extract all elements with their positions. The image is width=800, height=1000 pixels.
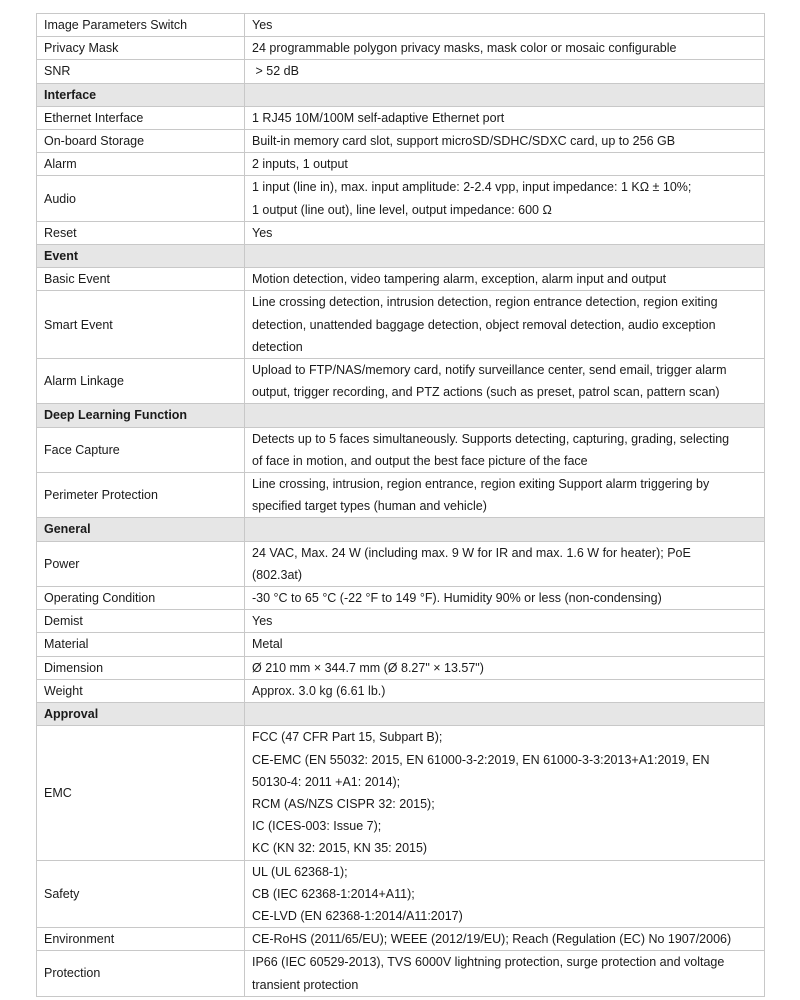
spec-value xyxy=(245,106,765,129)
spec-value-line: Built-in memory card slot, support microSD/SDHC/SDXC card, up to 256 GB xyxy=(252,134,676,149)
spec-row xyxy=(37,37,765,60)
spec-label: Image Parameters Switch xyxy=(37,14,245,37)
spec-value xyxy=(245,291,765,359)
spec-value xyxy=(245,14,765,37)
spec-row xyxy=(37,291,765,359)
spec-value-line: of face in motion, and output the best face picture of the face xyxy=(252,453,588,468)
spec-label: Perimeter Protection xyxy=(37,473,245,518)
spec-label: Alarm xyxy=(37,153,245,176)
spec-value xyxy=(245,656,765,679)
spec-value xyxy=(245,60,765,83)
spec-value xyxy=(245,37,765,60)
spec-row xyxy=(37,726,765,860)
spec-row xyxy=(37,130,765,153)
specification-table-body xyxy=(37,14,765,997)
spec-value-line: Line crossing detection, intrusion detection, region entrance detection, region exiting xyxy=(252,295,718,310)
spec-label: Protection xyxy=(37,951,245,996)
spec-row xyxy=(37,176,765,221)
spec-value xyxy=(245,610,765,633)
section-title-filler xyxy=(245,518,765,541)
section-title: Event xyxy=(37,245,245,268)
spec-value-line: Yes xyxy=(252,614,273,629)
spec-value-line: RCM (AS/NZS CISPR 32: 2015); xyxy=(252,796,435,811)
spec-row xyxy=(37,268,765,291)
spec-label: Safety xyxy=(37,860,245,928)
spec-label: Power xyxy=(37,541,245,586)
spec-label: Ethernet Interface xyxy=(37,106,245,129)
spec-value-line: IP66 (IEC 60529-2013), TVS 6000V lightning protection, surge protection and voltage xyxy=(252,955,725,970)
spec-value xyxy=(245,130,765,153)
section-header-row xyxy=(37,83,765,106)
spec-value xyxy=(245,633,765,656)
spec-label: Material xyxy=(37,633,245,656)
spec-label: EMC xyxy=(37,726,245,860)
section-title: General xyxy=(37,518,245,541)
spec-value xyxy=(245,176,765,221)
spec-row xyxy=(37,359,765,404)
section-title-filler xyxy=(245,404,765,427)
spec-value xyxy=(245,726,765,860)
section-title: Deep Learning Function xyxy=(37,404,245,427)
spec-value-line: IC (ICES-003: Issue 7); xyxy=(252,819,382,834)
section-header-row xyxy=(37,703,765,726)
section-title-filler xyxy=(245,703,765,726)
spec-value-line: 50130-4: 2011 +A1: 2014); xyxy=(252,774,401,789)
spec-row xyxy=(37,221,765,244)
section-title-filler xyxy=(245,83,765,106)
spec-value xyxy=(245,427,765,472)
spec-value-line: Motion detection, video tampering alarm, exception, alarm input and output xyxy=(252,272,667,287)
spec-value-line: 1 output (line out), line level, output impedance: 600 Ω xyxy=(252,202,552,217)
section-header-row xyxy=(37,518,765,541)
spec-value xyxy=(245,951,765,996)
spec-value xyxy=(245,587,765,610)
spec-value-line: CE-LVD (EN 62368-1:2014/A11:2017) xyxy=(252,908,463,923)
spec-label: Demist xyxy=(37,610,245,633)
spec-value-line: (802.3at) xyxy=(252,567,303,582)
spec-row xyxy=(37,473,765,518)
spec-row xyxy=(37,60,765,83)
spec-row xyxy=(37,587,765,610)
spec-row xyxy=(37,633,765,656)
spec-label: Alarm Linkage xyxy=(37,359,245,404)
spec-row xyxy=(37,860,765,928)
spec-value xyxy=(245,928,765,951)
spec-row xyxy=(37,951,765,996)
section-title-filler xyxy=(245,245,765,268)
section-title: Interface xyxy=(37,83,245,106)
spec-row xyxy=(37,14,765,37)
section-header-row xyxy=(37,245,765,268)
spec-value-line: 24 programmable polygon privacy masks, mask color or mosaic configurable xyxy=(252,41,677,56)
section-header-row xyxy=(37,404,765,427)
spec-label: Weight xyxy=(37,679,245,702)
spec-label: Dimension xyxy=(37,656,245,679)
spec-value-line: Yes xyxy=(252,18,273,32)
spec-value-line: KC (KN 32: 2015, KN 35: 2015) xyxy=(252,841,428,856)
spec-value xyxy=(245,860,765,928)
spec-value xyxy=(245,473,765,518)
spec-value-line: 1 input (line in), max. input amplitude: 2-2.4 vpp, input impedance: 1 KΩ ± 10%; xyxy=(252,180,692,195)
section-title: Approval xyxy=(37,703,245,726)
spec-value xyxy=(245,153,765,176)
spec-label: Audio xyxy=(37,176,245,221)
spec-row xyxy=(37,106,765,129)
spec-value xyxy=(245,679,765,702)
spec-label: Reset xyxy=(37,221,245,244)
specification-table xyxy=(36,13,765,997)
spec-label: Privacy Mask xyxy=(37,37,245,60)
spec-row xyxy=(37,541,765,586)
spec-value-line: 24 VAC, Max. 24 W (including max. 9 W for IR and max. 1.6 W for heater); PoE xyxy=(252,545,691,560)
spec-value-line: CB (IEC 62368-1:2014+A11); xyxy=(252,886,415,901)
spec-row xyxy=(37,656,765,679)
spec-label: Environment xyxy=(37,928,245,951)
spec-row xyxy=(37,610,765,633)
spec-row xyxy=(37,153,765,176)
spec-value-line: detection, unattended baggage detection, object removal detection, audio exception xyxy=(252,317,716,332)
spec-value-line: detection xyxy=(252,339,303,354)
spec-label: SNR xyxy=(37,60,245,83)
spec-value-line: > 52 dB xyxy=(252,64,299,79)
spec-value-line: 2 inputs, 1 output xyxy=(252,157,348,172)
spec-value-line: Yes xyxy=(252,225,273,240)
spec-label: Face Capture xyxy=(37,427,245,472)
spec-row xyxy=(37,928,765,951)
spec-label: Smart Event xyxy=(37,291,245,359)
spec-value-line: Detects up to 5 faces simultaneously. Supports detecting, capturing, grading, selecting xyxy=(252,431,730,446)
spec-value xyxy=(245,268,765,291)
spec-row xyxy=(37,679,765,702)
spec-value-line: specified target types (human and vehicle) xyxy=(252,499,487,514)
spec-value-line: 1 RJ45 10M/100M self-adaptive Ethernet port xyxy=(252,110,505,125)
spec-value-line: CE-EMC (EN 55032: 2015, EN 61000-3-2:2019, EN 61000-3-3:2013+A1:2019, EN xyxy=(252,752,710,767)
spec-value-line: -30 °C to 65 °C (-22 °F to 149 °F). Humidity 90% or less (non-condensing) xyxy=(252,591,662,606)
spec-value-line: FCC (47 CFR Part 15, Subpart B); xyxy=(252,730,443,745)
spec-value-line: UL (UL 62368-1); xyxy=(252,864,348,879)
spec-value-line: transient protection xyxy=(252,977,359,992)
spec-value-line: Metal xyxy=(252,637,283,652)
spec-value xyxy=(245,541,765,586)
spec-value-line: Upload to FTP/NAS/memory card, notify surveillance center, send email, trigger alarm xyxy=(252,363,727,378)
spec-label: On-board Storage xyxy=(37,130,245,153)
spec-label: Operating Condition xyxy=(37,587,245,610)
spec-value-line: Ø 210 mm × 344.7 mm (Ø 8.27" × 13.57") xyxy=(252,660,484,675)
spec-row xyxy=(37,427,765,472)
spec-value xyxy=(245,359,765,404)
spec-sheet xyxy=(36,13,764,997)
spec-value-line: Approx. 3.0 kg (6.61 lb.) xyxy=(252,683,386,698)
spec-value-line: CE-RoHS (2011/65/EU); WEEE (2012/19/EU); Reach (Regulation (EC) No 1907/2006) xyxy=(252,932,732,947)
spec-value-line: output, trigger recording, and PTZ actions (such as preset, patrol scan, pattern scan) xyxy=(252,385,720,400)
spec-value xyxy=(245,221,765,244)
spec-value-line: Line crossing, intrusion, region entrance, region exiting Support alarm triggering by xyxy=(252,477,710,492)
spec-label: Basic Event xyxy=(37,268,245,291)
